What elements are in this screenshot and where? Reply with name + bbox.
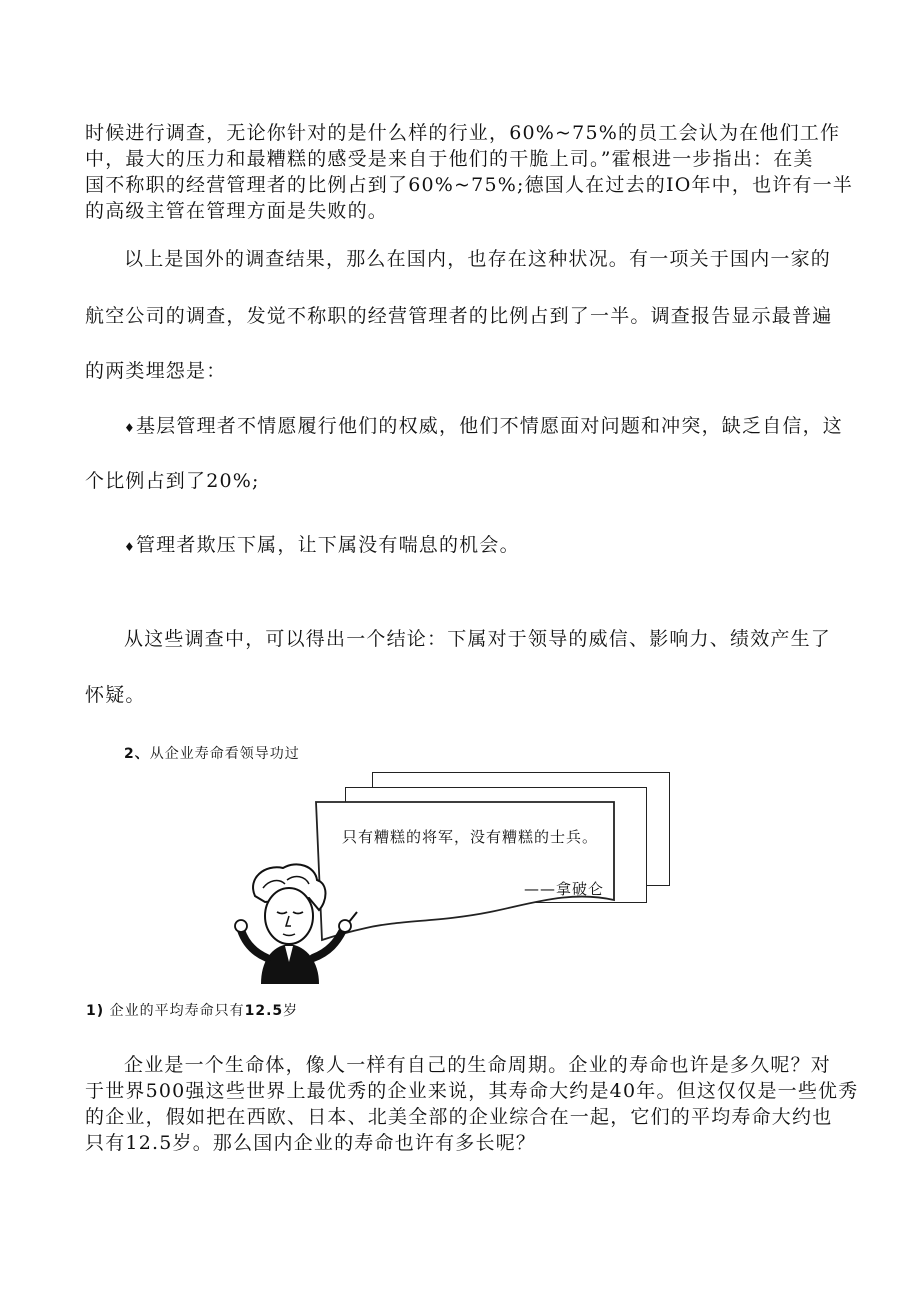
bullet-text: 基层管理者不情愿履行他们的权威，他们不情愿面对问题和冲突，缺乏自信，这 (135, 415, 843, 437)
paragraph-2-line: 航空公司的调查，发觉不称职的经营管理者的比例占到了一半。调查报告显示最普遍 (85, 305, 833, 327)
quote-text: 只有糟糕的将军，没有糟糕的士兵。 (342, 828, 599, 846)
paragraph-1-line: 中，最大的压力和最糟糕的感受是来自于他们的干脆上司。”霍根进一步指出：在美 (85, 148, 814, 170)
paragraph-2-line: 以上是国外的调查结果，那么在国内，也存在这种状况。有一项关于国内一家的 (124, 248, 832, 270)
paragraph-4-line: 只有12.5岁。那么国内企业的寿命也许有多长呢？ (85, 1132, 537, 1154)
paragraph-3-line: 从这些调查中，可以得出一个结论：下属对于领导的威信、影响力、绩效产生了 (124, 628, 832, 650)
section-title: 从企业寿命看领导功过 (149, 746, 300, 762)
paragraph-4-line: 的企业，假如把在西欧、日本、北美全部的企业综合在一起，它们的平均寿命大约也 (85, 1106, 833, 1128)
paragraph-4-line: 于世界500强这些世界上最优秀的企业来说，其寿命大约是40年。但这仅仅是一些优秀 (85, 1080, 859, 1102)
paragraph-1-line: 时候进行调查，无论你针对的是什么样的行业，60%~75%的员工会认为在他们工作 (85, 122, 841, 144)
subheading-number: 1) (86, 1003, 105, 1019)
paragraph-4-line: 企业是一个生命体，像人一样有自己的生命周期。企业的寿命也许是多久呢？对 (124, 1054, 832, 1076)
subheading-unit: 岁 (283, 1003, 299, 1019)
paragraph-2-line: 的两类埋怨是： (85, 360, 227, 382)
bullet-text: 个比例占到了20%; (85, 470, 260, 492)
diamond-bullet-icon: ♦ (124, 421, 136, 435)
subheading-value: 12.5 (244, 1003, 284, 1019)
paragraph-3-line: 怀疑。 (85, 684, 146, 706)
cartoon-figure-icon (225, 858, 360, 988)
subheading-text: 企业的平均寿命只有 (109, 1003, 245, 1019)
section-number: 2、 (124, 746, 150, 762)
section-heading (124, 742, 884, 766)
paragraph-1-line: 的高级主管在管理方面是失败的。 (85, 200, 389, 222)
quote-attribution: ——拿破仑 (524, 880, 605, 898)
subheading (86, 999, 846, 1023)
bullet-text: 管理者欺压下属，让下属没有喘息的机会。 (135, 534, 520, 556)
diamond-bullet-icon: ♦ (124, 540, 136, 554)
paragraph-1-line: 国不称职的经营管理者的比例占到了60%~75%;德国人在过去的IO年中，也许有一半 (85, 174, 854, 196)
